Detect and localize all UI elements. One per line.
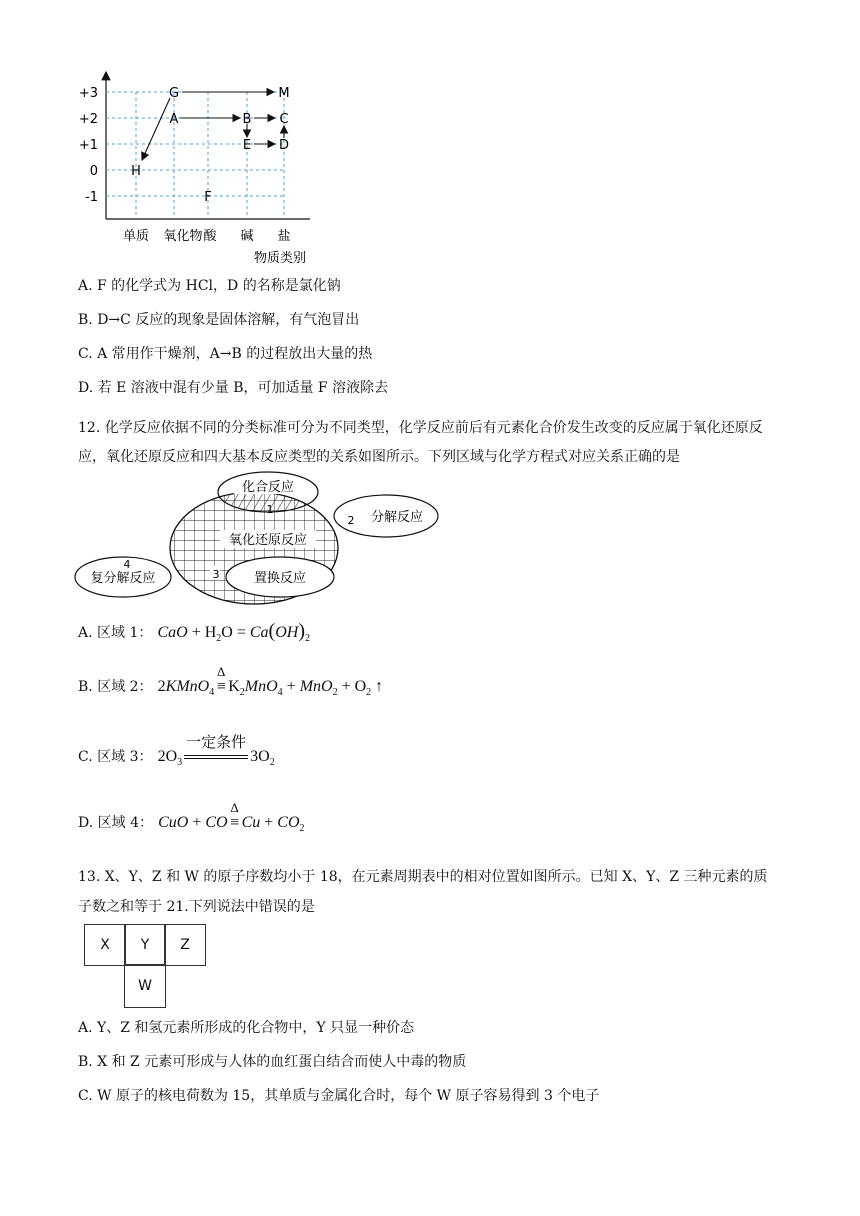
cell-z: Z [164,924,206,966]
region-1-label: 1 [266,503,274,516]
x-axis-title: 物质类别 [253,251,307,266]
x-label: 碱 [240,229,254,244]
x-label: 单质 [122,229,150,244]
valence-class-chart [70,64,330,270]
y-tick: -1 [85,190,98,205]
label-double-decomposition: 复分解反应 [90,571,156,586]
q12-option-c[interactable]: C. 区域 3： $2O_3$ 一定条件 $3O_2$ [78,733,275,768]
q12-option-d[interactable]: D. 区域 4： CuO + CO Δ ≡ $Cu + CO_2$ [78,800,305,834]
x-label: 盐 [277,229,291,244]
region-3-label: 3 [212,568,220,581]
cell-x: X [84,924,126,966]
region-4-label: 4 [123,558,131,571]
q12-option-a[interactable]: A. 区域 1： CaO + $H_2O = Ca(OH)_2$ [78,620,310,644]
x-label: 酸 [203,229,217,244]
point-label: B [242,112,252,127]
q13-option-a[interactable]: A. Y、Z 和氢元素所形成的化合物中，Y 只显一种价态 [78,1020,415,1036]
q13-option-c[interactable]: C. W 原子的核电荷数为 15，其单质与金属化合时，每个 W 原子容易得到 3 个电子 [78,1088,600,1104]
option-label: B. 区域 2： [78,679,153,695]
region-2-label: 2 [347,514,355,527]
label-displacement: 置换反应 [253,571,307,586]
reaction-type-diagram [74,470,446,606]
q12-stem: 12. 化学反应依据不同的分类标准可分为不同类型，化学反应前后有元素化合价发生改变的反应属于氧化还原反应，氧化还原反应和四大基本反应类型的关系如图所示。下列区域与化学方程式对应关系正确的是 [78,420,763,465]
option-label: D. 区域 4： [78,815,153,831]
q11-option-d[interactable]: D. 若 E 溶液中混有少量 B，可加适量 F 溶液除去 [78,380,389,396]
q11-option-b[interactable]: B. D→C 反应的现象是固体溶解，有气泡冒出 [78,312,360,328]
q11-option-a[interactable]: A. F 的化学式为 HCl，D 的名称是氯化钠 [78,278,341,294]
label-redox: 氧化还原反应 [228,533,308,548]
point-label: F [204,190,212,205]
q12-option-b[interactable]: B. 区域 2： 2KMnO$_4$ Δ ≡ $K_2MnO_4 + MnO_2 + O_2$ ↑ [78,664,384,698]
y-tick: +2 [78,112,98,127]
y-tick: +1 [78,138,98,153]
option-label: A. 区域 1： [78,625,153,641]
q11-option-c[interactable]: C. A 常用作干燥剂，A→B 的过程放出大量的热 [78,346,373,362]
q13-option-b[interactable]: B. X 和 Z 元素可形成与人体的血红蛋白结合而使人中毒的物质 [78,1054,467,1070]
point-label: D [278,138,290,153]
x-label: 氧化物 [163,229,203,244]
cell-y: Y [124,924,166,966]
point-label: A [169,112,179,127]
label-decomposition: 分解反应 [370,510,424,525]
point-label: M [278,86,290,101]
delta-sign: Δ [217,664,226,679]
point-label: C [279,112,289,127]
point-label: G [168,86,180,101]
point-label: E [242,138,252,153]
cell-w: W [124,964,166,1008]
q13-stem: 13. X、Y、Z 和 W 的原子序数均小于 18，在元素周期表中的相对位置如图所示。已知 X、Y、Z 三种元素的质子数之和等于 21.下列说法中错误的是 [78,869,768,915]
y-tick: 0 [89,164,98,179]
y-tick: +3 [78,86,98,101]
option-label: C. 区域 3： [78,749,153,765]
condition-text: 一定条件 [186,733,247,751]
label-combination: 化合反应 [241,480,295,495]
delta-sign: Δ [230,800,239,815]
point-label: H [131,164,141,179]
